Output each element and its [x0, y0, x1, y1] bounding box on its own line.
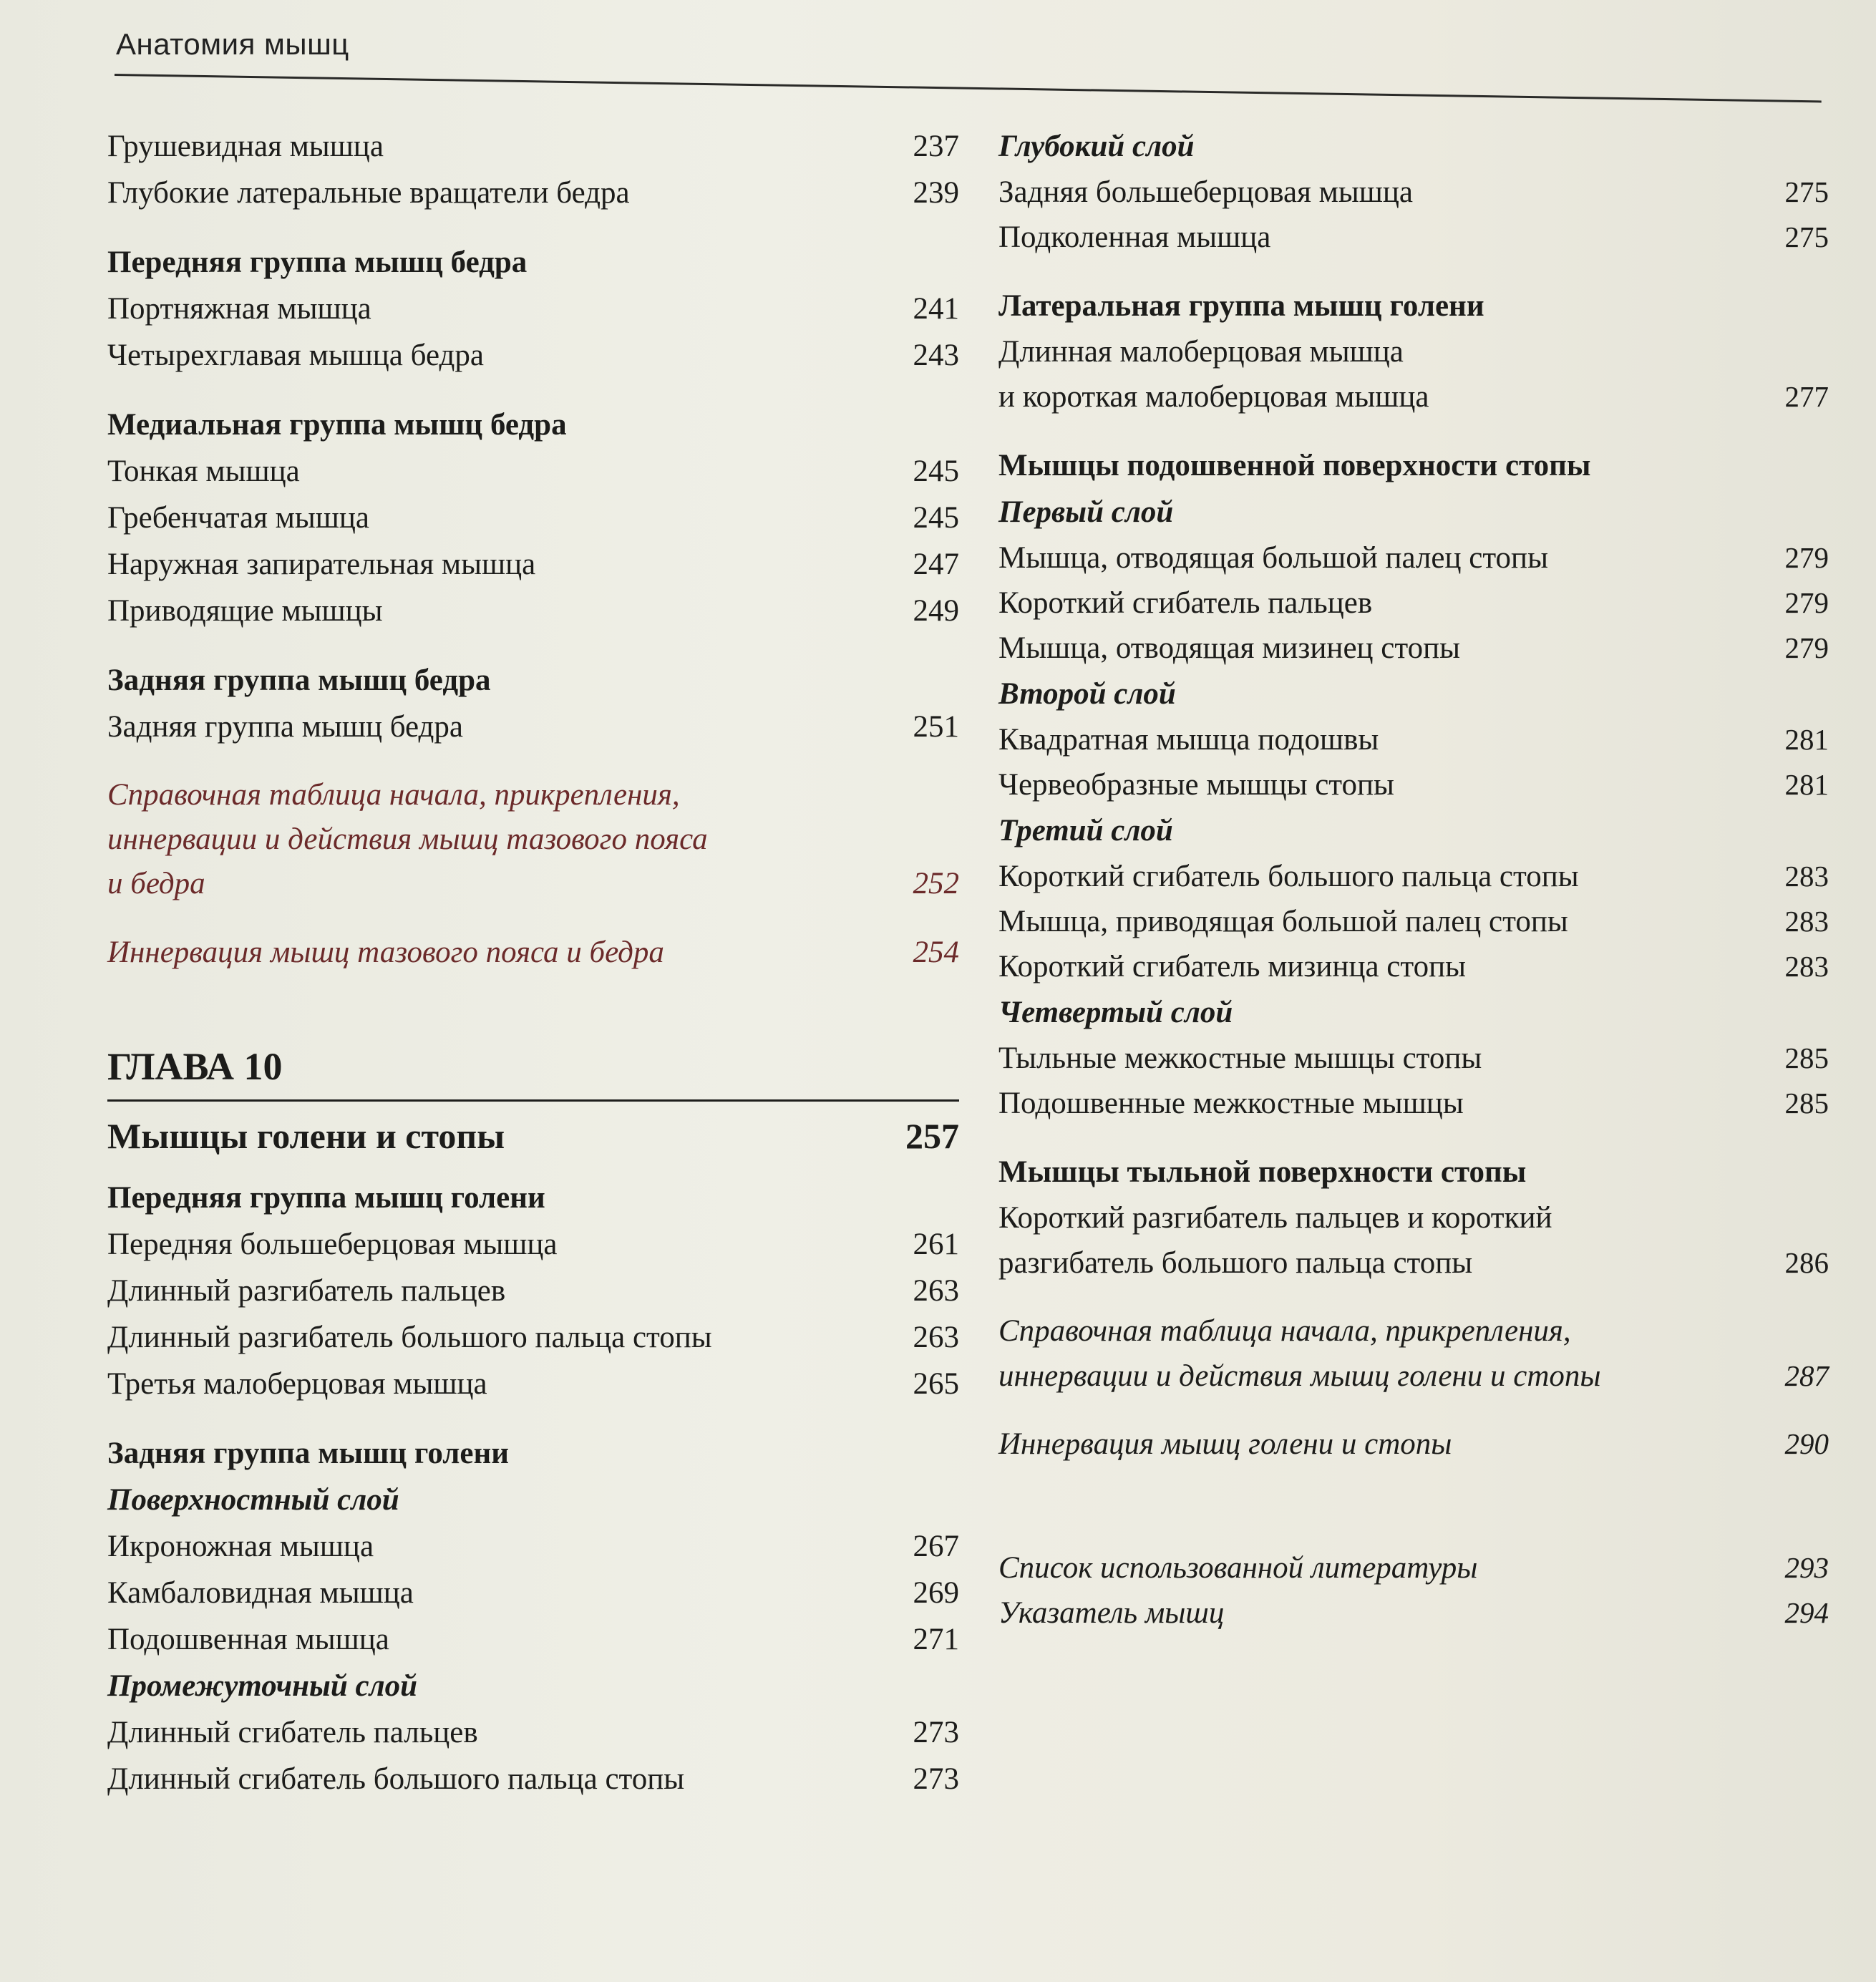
toc-entry[interactable] [107, 1709, 959, 1756]
chapter-label: ГЛАВА 10 [107, 1045, 283, 1088]
entry-title-line: иннервации и действия мышц тазового пояса [107, 822, 708, 856]
toc-entry[interactable] [107, 495, 959, 541]
entry-title: Иннервация мышц тазового пояса и бедра [107, 936, 664, 969]
reference-table-entry[interactable] [998, 1354, 1829, 1399]
entry-title: Иннервация мышц голени и стопы [998, 1427, 1452, 1461]
entry-page: 281 [1784, 768, 1829, 801]
toc-entry[interactable] [107, 1570, 959, 1616]
entry-title: Квадратная мышца подошвы [998, 723, 1379, 757]
toc-entry[interactable] [107, 123, 959, 170]
entry-title: Длинный сгибатель пальцев [107, 1716, 478, 1749]
entry-title: Камбаловидная мышца [107, 1576, 414, 1610]
entry-page: 279 [1784, 541, 1829, 574]
toc-entry[interactable] [998, 374, 1829, 419]
toc-entry[interactable] [107, 1268, 959, 1314]
bibliography-entry[interactable] [998, 1545, 1829, 1590]
section-heading: Передняя группа мышц голени [107, 1181, 545, 1215]
toc-entry[interactable] [998, 1081, 1829, 1126]
entry-page: 271 [913, 1623, 959, 1656]
toc-entry[interactable] [998, 215, 1829, 260]
toc-entry[interactable] [107, 1221, 959, 1268]
entry-title: Длинный разгибатель большого пальца стопы [107, 1321, 712, 1354]
entry-page: 275 [1784, 175, 1829, 208]
entry-title-line: Справочная таблица начала, прикрепления, [107, 778, 680, 812]
entry-page: 294 [1784, 1596, 1829, 1629]
entry-title: Портняжная мышца [107, 292, 371, 326]
reference-table-entry[interactable] [107, 773, 959, 906]
entry-page: 247 [913, 548, 959, 581]
toc-entry[interactable] [998, 899, 1829, 944]
chapter-title: Мышцы голени и стопы [107, 1116, 505, 1156]
entry-title-line: Справочная таблица начала, прикрепления, [998, 1314, 1571, 1348]
entry-page: 286 [1784, 1246, 1829, 1279]
entry-page: 261 [913, 1228, 959, 1261]
entry-title: Икроножная мышца [107, 1530, 374, 1563]
toc-entry[interactable] [107, 286, 959, 332]
innervation-entry[interactable] [998, 1422, 1829, 1467]
toc-entry[interactable] [107, 1616, 959, 1663]
toc-entry[interactable] [998, 535, 1829, 580]
entry-title-line: Длинная малоберцовая мышца [998, 335, 1404, 369]
subsection-heading: Промежуточный слой [107, 1669, 418, 1703]
entry-title: Мышца, отводящая мизинец стопы [998, 631, 1460, 665]
toc-entry[interactable] [998, 854, 1829, 899]
entry-page: 281 [1784, 723, 1829, 756]
entry-page: 251 [913, 710, 959, 744]
entry-page: 243 [913, 339, 959, 372]
toc-entry[interactable] [107, 588, 959, 634]
chapter-title-entry[interactable] [107, 1110, 959, 1162]
section-heading: Задняя группа мышц голени [107, 1437, 510, 1470]
entry-page: 283 [1784, 905, 1829, 938]
toc-left-column [107, 123, 959, 1802]
entry-page: 263 [913, 1321, 959, 1354]
toc-entry[interactable] [998, 944, 1829, 989]
toc-entry[interactable] [107, 1314, 959, 1361]
entry-title: Указатель мышц [998, 1596, 1225, 1630]
entry-title: Подколенная мышца [998, 220, 1271, 254]
entry-title-line: и бедра [107, 867, 205, 900]
entry-page: 283 [1784, 950, 1829, 983]
entry-page: 267 [913, 1530, 959, 1563]
entry-page: 285 [1784, 1087, 1829, 1119]
entry-title: Приводящие мышцы [107, 594, 383, 628]
entry-page: 245 [913, 455, 959, 488]
toc-entry[interactable] [998, 170, 1829, 215]
entry-page: 287 [1784, 1359, 1829, 1392]
entry-page: 283 [1784, 860, 1829, 893]
running-head: Анатомия мышц [116, 27, 349, 61]
section-heading: Мышцы подошвенной поверхности стопы [998, 449, 1591, 482]
header-rule [115, 74, 1822, 102]
entry-title: Мышца, приводящая большой палец стопы [998, 905, 1568, 938]
subsection-heading: Поверхностный слой [107, 1483, 399, 1517]
entry-title: Червеобразные мышцы стопы [998, 768, 1394, 802]
entry-page: 275 [1784, 220, 1829, 253]
entry-page: 237 [913, 130, 959, 163]
toc-entry[interactable] [998, 1240, 1829, 1286]
subsection-heading: Глубокий слой [998, 130, 1195, 163]
toc-entry[interactable] [107, 170, 959, 216]
toc-entry-line[interactable] [998, 329, 1829, 374]
entry-page: 290 [1784, 1427, 1829, 1460]
entry-title: Тонкая мышца [107, 455, 300, 488]
entry-page: 252 [913, 867, 959, 900]
entry-page: 265 [913, 1367, 959, 1401]
entry-title: Короткий сгибатель большого пальца стопы [998, 860, 1579, 893]
innervation-entry[interactable] [107, 931, 959, 975]
entry-title: Длинный разгибатель пальцев [107, 1274, 506, 1308]
toc-entry[interactable] [107, 541, 959, 588]
entry-title: Четырехглавая мышца бедра [107, 339, 484, 372]
entry-title: Короткий сгибатель пальцев [998, 586, 1373, 620]
toc-entry[interactable] [998, 1036, 1829, 1081]
entry-page: 279 [1784, 586, 1829, 619]
subsection-heading: Третий слой [998, 814, 1173, 847]
section-heading: Передняя группа мышц бедра [107, 246, 528, 279]
toc-entry[interactable] [998, 717, 1829, 762]
entry-page: 273 [913, 1716, 959, 1749]
entry-title: Грушевидная мышца [107, 130, 384, 163]
subsection-heading: Первый слой [998, 495, 1174, 529]
entry-title: Тыльные межкостные мышцы стопы [998, 1041, 1482, 1075]
entry-title: Мышца, отводящая большой палец стопы [998, 541, 1548, 575]
chapter-rule [107, 1099, 959, 1102]
entry-page: 249 [913, 594, 959, 628]
entry-page: 293 [1784, 1551, 1829, 1584]
index-entry[interactable] [998, 1590, 1829, 1636]
entry-title-line: иннервации и действия мышц голени и стопы [998, 1359, 1601, 1393]
entry-page: 273 [913, 1762, 959, 1796]
toc-entry[interactable] [107, 1523, 959, 1570]
entry-page: 254 [913, 936, 959, 969]
entry-title-line: и короткая малоберцовая мышца [998, 380, 1429, 414]
entry-title: Задняя большеберцовая мышца [998, 175, 1413, 209]
section-heading: Латеральная группа мышц голени [998, 289, 1484, 323]
section-heading: Медиальная группа мышц бедра [107, 408, 567, 442]
entry-page: 241 [913, 292, 959, 326]
entry-page: 277 [1784, 380, 1829, 413]
entry-page: 285 [1784, 1041, 1829, 1074]
entry-title: Подошвенная мышца [107, 1623, 389, 1656]
entry-title: Гребенчатая мышца [107, 501, 369, 535]
toc-entry[interactable] [107, 1756, 959, 1802]
toc-right-column [998, 123, 1829, 1636]
toc-entry[interactable] [998, 626, 1829, 671]
toc-entry[interactable] [107, 704, 959, 750]
toc-entry[interactable] [998, 580, 1829, 626]
toc-entry[interactable] [998, 762, 1829, 807]
reference-table-entry[interactable] [998, 1308, 1829, 1354]
entry-page: 263 [913, 1274, 959, 1308]
entry-page: 279 [1784, 631, 1829, 664]
entry-title: Задняя группа мышц бедра [107, 710, 464, 744]
entry-page: 245 [913, 501, 959, 535]
chapter-page: 257 [905, 1116, 959, 1156]
subsection-heading: Второй слой [998, 677, 1176, 711]
subsection-heading: Четвертый слой [998, 996, 1233, 1029]
entry-page: 269 [913, 1576, 959, 1610]
section-heading: Мышцы тыльной поверхности стопы [998, 1155, 1527, 1189]
toc-entry[interactable] [107, 448, 959, 495]
toc-entry-line[interactable] [998, 1195, 1829, 1240]
entry-title-line: разгибатель большого пальца стопы [998, 1246, 1473, 1280]
entry-title: Передняя большеберцовая мышца [107, 1228, 558, 1261]
entry-title: Наружная запирательная мышца [107, 548, 536, 581]
entry-title: Длинный сгибатель большого пальца стопы [107, 1762, 685, 1796]
toc-entry[interactable] [107, 1361, 959, 1407]
toc-entry[interactable] [107, 332, 959, 379]
entry-title: Глубокие латеральные вращатели бедра [107, 176, 630, 210]
section-heading: Задняя группа мышц бедра [107, 664, 491, 697]
entry-page: 239 [913, 176, 959, 210]
entry-title: Третья малоберцовая мышца [107, 1367, 487, 1401]
entry-title: Подошвенные межкостные мышцы [998, 1087, 1464, 1120]
entry-title: Короткий сгибатель мизинца стопы [998, 950, 1466, 983]
entry-title: Список использованной литературы [998, 1551, 1478, 1585]
entry-title-line: Короткий разгибатель пальцев и короткий [998, 1201, 1552, 1235]
